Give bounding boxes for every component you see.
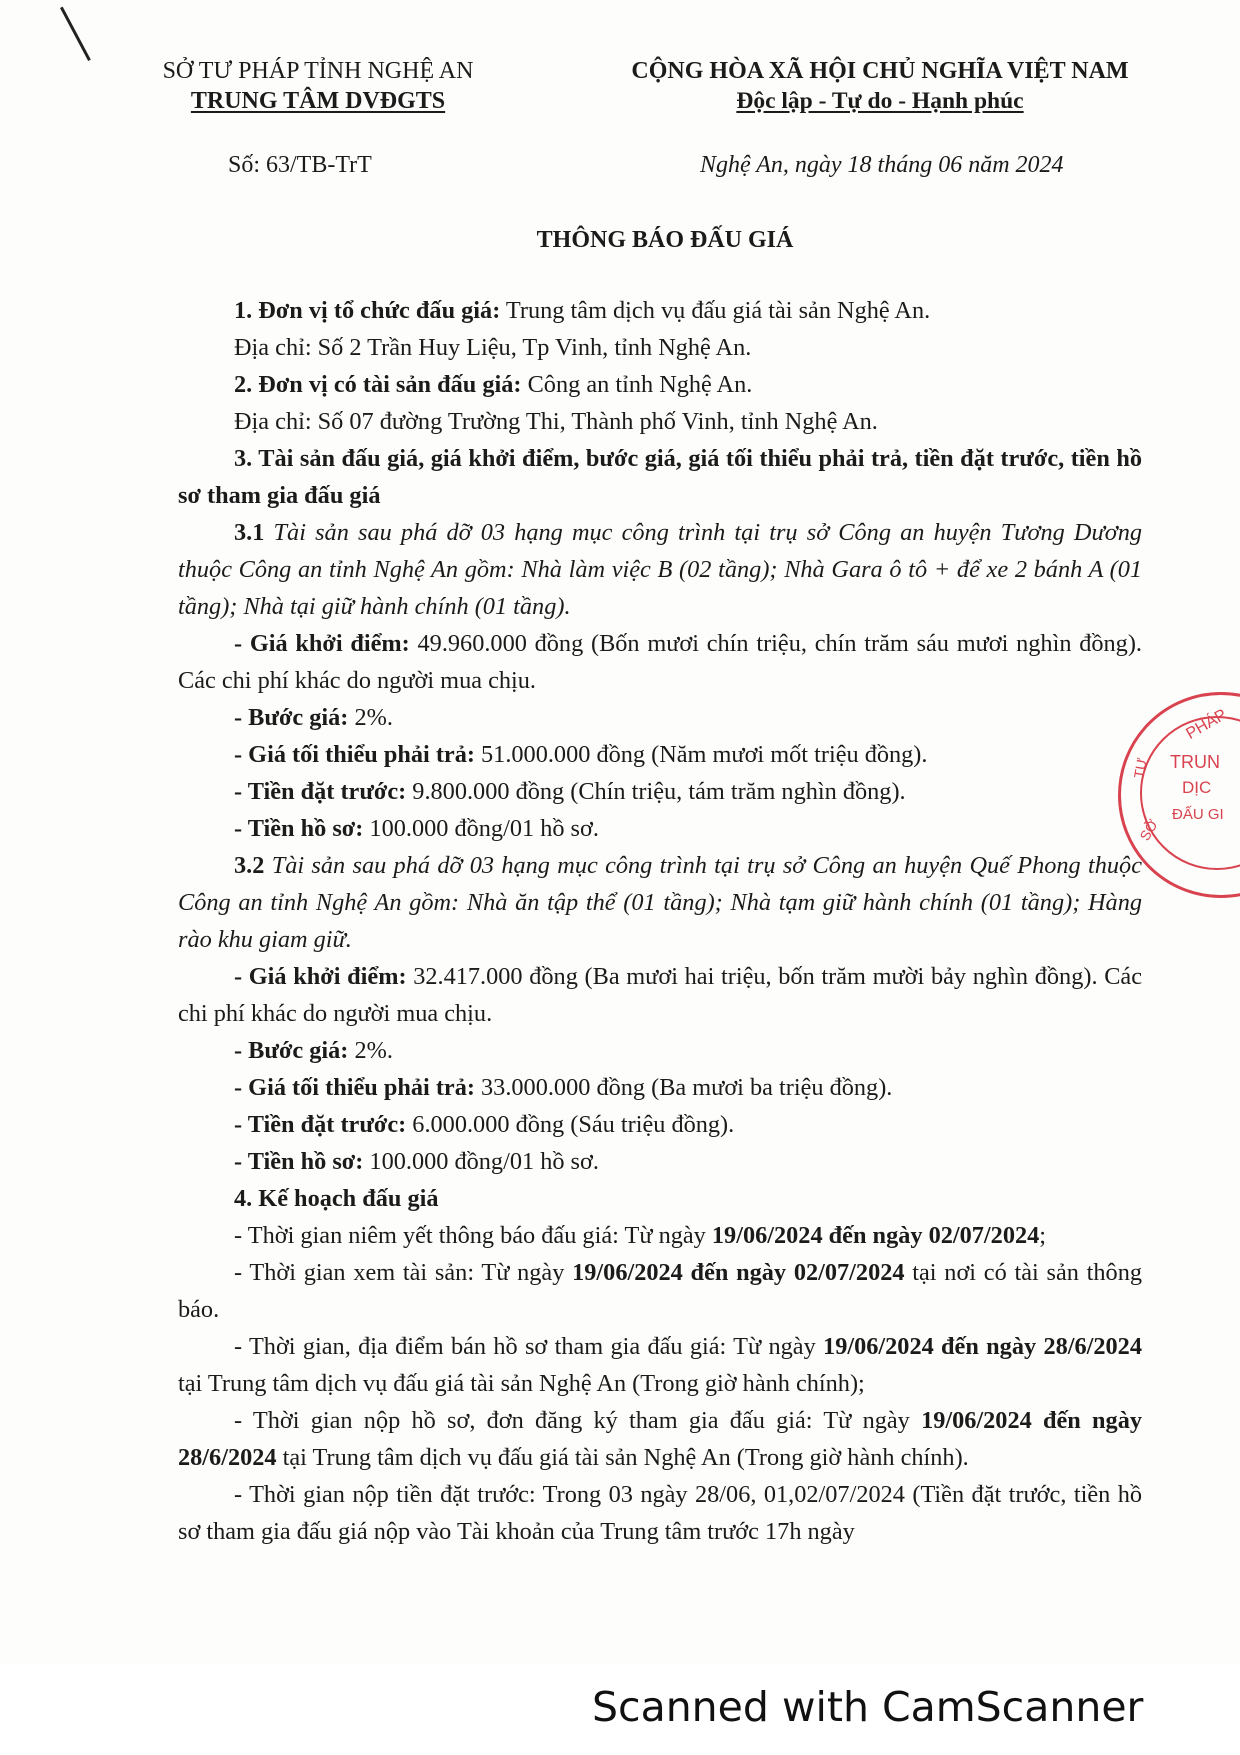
schedule-text: tại Trung tâm dịch vụ đấu giá tài sản Nghệ An (Trong giờ hành chính); <box>178 1370 865 1397</box>
step-value: 2%. <box>348 704 393 731</box>
place-and-date: Nghệ An, ngày 18 tháng 06 năm 2024 <box>700 152 1064 178</box>
deposit-label: - Tiền đặt trước: <box>234 1111 407 1138</box>
min-price-label: - Giá tối thiểu phải trả: <box>234 1074 475 1101</box>
document-number: Số: 63/TB-TrT <box>228 152 372 178</box>
item-3-1-desc: Tài sản sau phá dỡ 03 hạng mục công trình tại trụ sở Công an huyện Tương Dương thuộc Công an tỉnh Nghệ An gồm: Nhà làm việc B (02 tầng); Nhà Gara ô tô + để xe 2 bánh A (01 tầng); Nhà tại giữ hành chính (01 tầng). <box>178 519 1142 620</box>
document-body <box>178 292 1142 1550</box>
schedule-text: - Thời gian niêm yết thông báo đấu giá: Từ ngày <box>234 1222 712 1249</box>
stamp-text: SỞ <box>1136 816 1161 844</box>
item-3-1-min-price <box>178 736 1142 773</box>
item-3-2-min-price <box>178 1069 1142 1106</box>
section-2-address: Địa chỉ: Số 07 đường Trường Thi, Thành phố Vinh, tỉnh Nghệ An. <box>234 408 878 435</box>
schedule-dates: 19/06/2024 đến ngày 28/6/2024 <box>823 1333 1142 1360</box>
camscanner-watermark: Scanned with CamScanner <box>592 1683 1144 1731</box>
item-3-1-deposit <box>178 773 1142 810</box>
section-1-label: 1. Đơn vị tổ chức đấu giá: <box>234 297 501 324</box>
item-3-2-step <box>178 1032 1142 1069</box>
issuing-org-line1: SỞ TƯ PHÁP TỈNH NGHỆ AN <box>162 58 474 84</box>
schedule-deposit: - Thời gian nộp tiền đặt trước: Trong 03 ngày 28/06, 01,02/07/2024 (Tiền đặt trước, tiền hồ sơ tham gia đấu giá nộp vào Tài khoản của Trung tâm trước 17h ngày <box>178 1481 1142 1545</box>
start-price-value: 32.417.000 đồng (Ba mươi hai triệu, bốn trăm mười bảy nghìn đồng). Các chi phí khác do người mua chịu. <box>178 963 1142 1027</box>
step-label: - Bước giá: <box>234 1037 349 1064</box>
stamp-text: TRUN <box>1170 752 1220 772</box>
schedule-dates: 19/06/2024 đến ngày 28/6/2024 <box>178 1407 1142 1471</box>
schedule-text: - Thời gian xem tài sản: Từ ngày <box>234 1259 573 1286</box>
deposit-value: 9.800.000 đồng (Chín triệu, tám trăm nghìn đồng). <box>406 778 906 805</box>
section-1 <box>178 292 1142 329</box>
issuing-org-block <box>118 56 518 116</box>
national-motto-block <box>580 56 1180 116</box>
deposit-label: - Tiền đặt trước: <box>234 778 407 805</box>
national-title: CỘNG HÒA XÃ HỘI CHỦ NGHĨA VIỆT NAM <box>631 58 1129 84</box>
step-value: 2%. <box>348 1037 393 1064</box>
issuing-org-line2: TRUNG TÂM DVĐGTS <box>190 88 446 114</box>
item-3-2-start-price <box>178 958 1142 1032</box>
document-title: THÔNG BÁO ĐẤU GIÁ <box>536 227 794 253</box>
schedule-posting <box>178 1217 1142 1254</box>
stamp-text: DỊC <box>1182 778 1212 797</box>
schedule-dates: 19/06/2024 đến ngày 02/07/2024 <box>572 1259 905 1286</box>
item-3-2-fee <box>178 1143 1142 1180</box>
section-2-label: 2. Đơn vị có tài sản đấu giá: <box>234 371 522 398</box>
item-3-1-fee <box>178 810 1142 847</box>
fee-label: - Tiền hồ sơ: <box>234 815 364 842</box>
stamp-text: TƯ <box>1130 756 1150 780</box>
section-3-heading: 3. Tài sản đấu giá, giá khởi điểm, bước giá, giá tối thiểu phải trả, tiền đặt trước, tiền hồ sơ tham gia đấu giá <box>178 445 1142 509</box>
section-2 <box>178 366 1142 403</box>
schedule-text: tại Trung tâm dịch vụ đấu giá tài sản Nghệ An (Trong giờ hành chính). <box>276 1444 969 1471</box>
min-price-value: 33.000.000 đồng (Ba mươi ba triệu đồng). <box>474 1074 893 1101</box>
item-3-2-deposit <box>178 1106 1142 1143</box>
schedule-text: ; <box>1039 1222 1047 1249</box>
section-4-heading: 4. Kế hoạch đấu giá <box>234 1185 439 1212</box>
fee-value: 100.000 đồng/01 hồ sơ. <box>363 1148 599 1175</box>
section-1-value: Trung tâm dịch vụ đấu giá tài sản Nghệ An. <box>500 297 931 324</box>
start-price-label: - Giá khởi điểm: <box>234 963 407 990</box>
deposit-value: 6.000.000 đồng (Sáu triệu đồng). <box>406 1111 735 1138</box>
item-3-1-step <box>178 699 1142 736</box>
item-3-2-description <box>178 847 1142 958</box>
national-motto: Độc lập - Tự do - Hạnh phúc <box>736 88 1024 114</box>
fee-label: - Tiền hồ sơ: <box>234 1148 364 1175</box>
start-price-label: - Giá khởi điểm: <box>234 630 410 657</box>
schedule-text: - Thời gian, địa điểm bán hồ sơ tham gia đấu giá: Từ ngày <box>234 1333 824 1360</box>
schedule-text: tại nơi có tài sản thông báo. <box>178 1259 1142 1323</box>
schedule-registration <box>178 1402 1142 1476</box>
item-3-1-number: 3.1 <box>234 519 265 546</box>
schedule-viewing <box>178 1254 1142 1328</box>
item-3-1-start-price <box>178 625 1142 699</box>
stamp-text: ĐẤU GI <box>1172 806 1224 823</box>
start-price-value: 49.960.000 đồng (Bốn mươi chín triệu, chín trăm sáu mươi nghìn đồng). Các chi phí khác do người mua chịu. <box>178 630 1142 694</box>
min-price-value: 51.000.000 đồng (Năm mươi mốt triệu đồng). <box>474 741 928 768</box>
item-3-2-desc: Tài sản sau phá dỡ 03 hạng mục công trình tại trụ sở Công an huyện Quế Phong thuộc Công an tỉnh Nghệ An gồm: Nhà ăn tập thể (01 tầng); Nhà tạm giữ hành chính (01 tầng); Hàng rào khu giam giữ. <box>178 852 1142 953</box>
section-1-address: Địa chỉ: Số 2 Trần Huy Liệu, Tp Vinh, tỉnh Nghệ An. <box>234 334 752 361</box>
item-3-1-description <box>178 514 1142 625</box>
schedule-text: - Thời gian nộp hồ sơ, đơn đăng ký tham gia đấu giá: Từ ngày <box>234 1407 922 1434</box>
section-2-value: Công an tỉnh Nghệ An. <box>521 371 753 398</box>
schedule-dossier-sale <box>178 1328 1142 1402</box>
min-price-label: - Giá tối thiểu phải trả: <box>234 741 475 768</box>
stamp-text: PHÁP <box>1183 706 1230 743</box>
fee-value: 100.000 đồng/01 hồ sơ. <box>363 815 599 842</box>
step-label: - Bước giá: <box>234 704 349 731</box>
schedule-dates: 19/06/2024 đến ngày 02/07/2024 <box>711 1222 1040 1249</box>
item-3-2-number: 3.2 <box>234 852 265 879</box>
